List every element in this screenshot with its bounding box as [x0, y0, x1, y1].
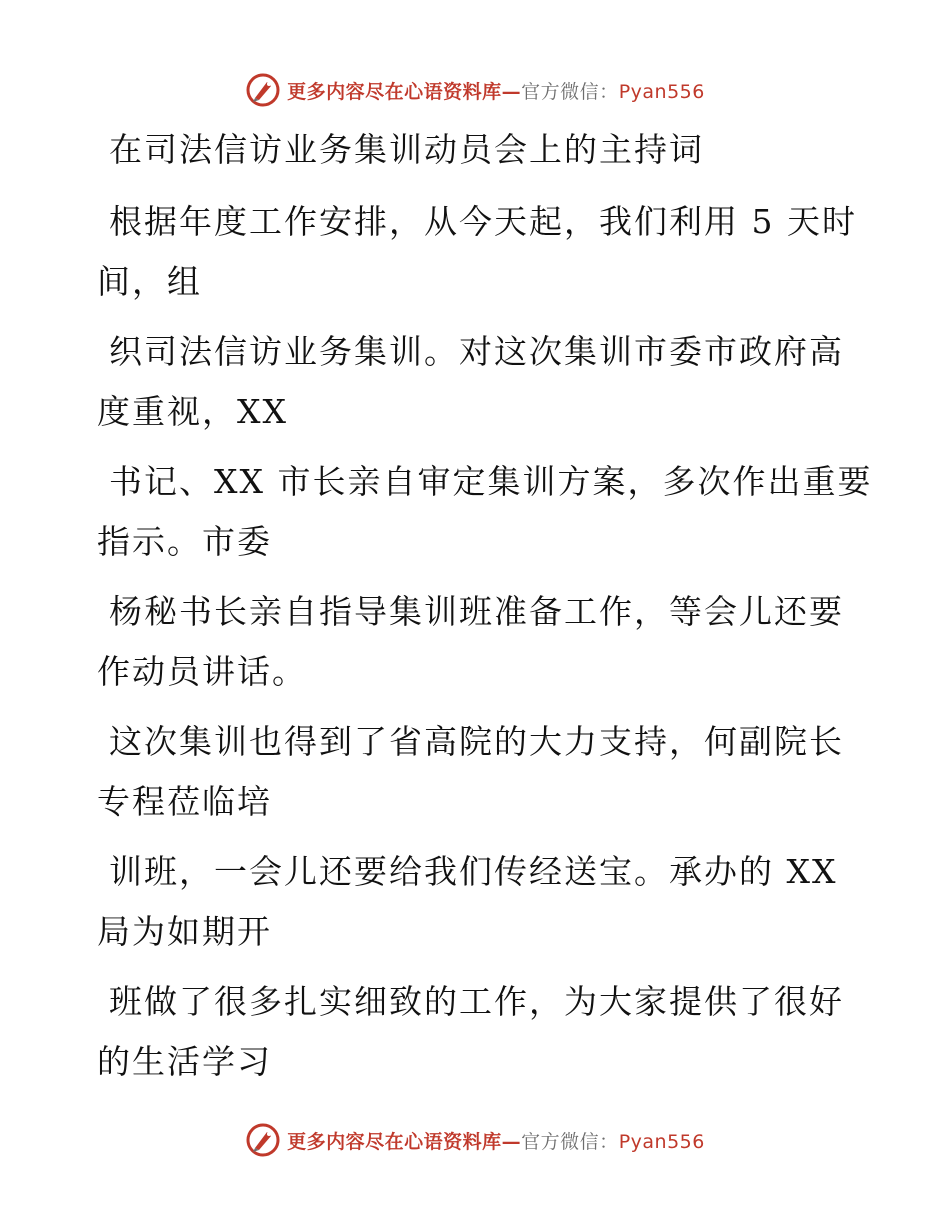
footer-banner [0, 1120, 950, 1160]
header-banner-wechat-id: Pyan556 [618, 80, 705, 103]
header-banner [0, 70, 950, 110]
pen-logo-icon [245, 1122, 281, 1158]
paragraph-line: 专程莅临培 [97, 782, 272, 821]
paragraph [97, 322, 857, 442]
header-banner-official-label: 官方微信： [521, 80, 619, 103]
pen-logo-icon [245, 72, 281, 108]
paragraph [97, 972, 857, 1092]
paragraph-line: 度重视，XX [97, 392, 288, 431]
paragraph-line: 局为如期开 [97, 912, 272, 951]
paragraph-line: 这次集训也得到了省高院的大力支持，何副院长 [109, 722, 844, 761]
footer-banner-official-label: 官方微信： [521, 1130, 619, 1153]
paragraph-line: 的生活学习 [97, 1042, 272, 1081]
paragraph-line: 指示。市委 [97, 522, 272, 561]
paragraph-line: 班做了很多扎实细致的工作，为大家提供了很好 [109, 982, 844, 1021]
document-body [97, 120, 873, 1102]
footer-banner-wechat-id: Pyan556 [618, 1130, 705, 1153]
header-banner-dash: — [501, 80, 522, 103]
paragraph [97, 712, 857, 832]
paragraph [97, 452, 873, 572]
header-banner-text [287, 77, 705, 104]
paragraph-line: 根据年度工作安排，从今天起，我们利用 5 天时 [109, 202, 857, 241]
footer-banner-dash: — [501, 1130, 522, 1153]
paragraph-line: 书记、XX 市长亲自审定集训方案，多次作出重要 [109, 462, 873, 501]
paragraph-line: 织司法信访业务集训。对这次集训市委市政府高 [109, 332, 844, 371]
paragraph-line: 训班，一会儿还要给我们传经送宝。承办的 XX [109, 852, 838, 891]
document-title: 在司法信访业务集训动员会上的主持词 [109, 130, 704, 169]
paragraph-line: 杨秘书长亲自指导集训班准备工作，等会儿还要 [109, 592, 844, 631]
footer-banner-text [287, 1127, 705, 1154]
paragraph [97, 192, 857, 312]
header-banner-main: 更多内容尽在心语资料库 [287, 80, 502, 103]
paragraph [97, 582, 857, 702]
paragraph-line: 作动员讲话。 [97, 652, 307, 691]
footer-banner-main: 更多内容尽在心语资料库 [287, 1130, 502, 1153]
paragraph-line: 间，组 [97, 262, 202, 301]
paragraph [97, 842, 857, 962]
